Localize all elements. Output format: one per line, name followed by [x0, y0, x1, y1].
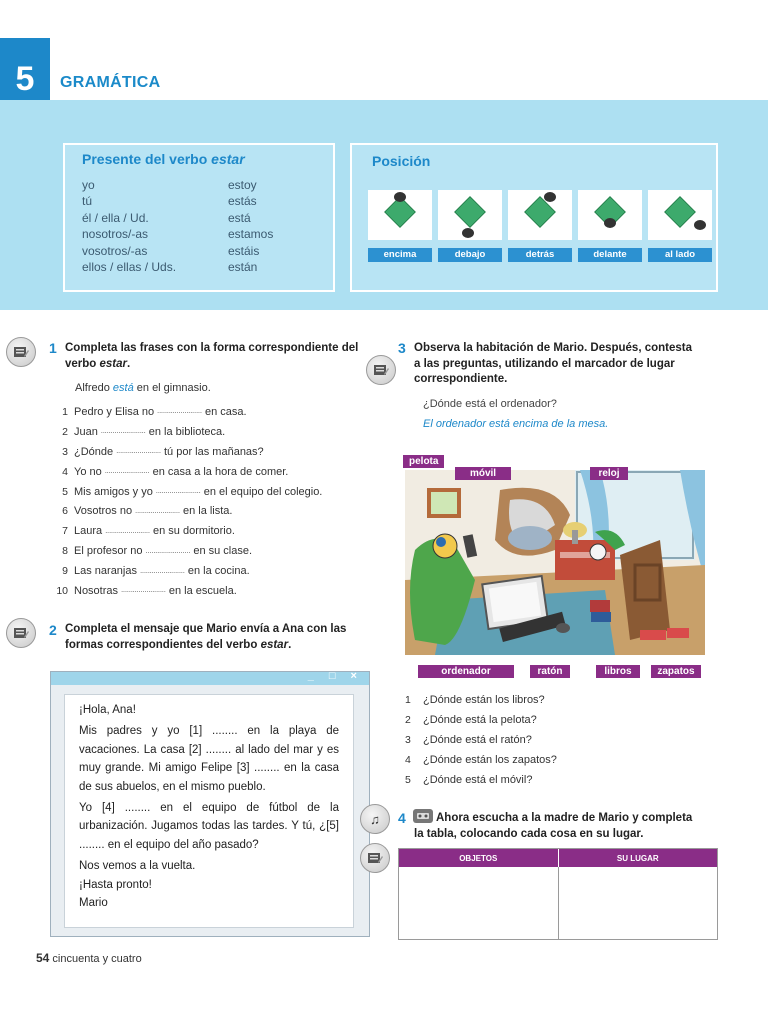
- question-text: ¿Dónde están los libros?: [423, 694, 545, 706]
- sentence-item: [52, 581, 322, 601]
- question-item: [405, 710, 557, 730]
- sentence-start: Juan: [74, 425, 98, 438]
- sentence-item: [52, 521, 322, 541]
- section-title: GRAMÁTICA: [60, 74, 161, 91]
- conjugation-form: estás: [228, 194, 257, 209]
- page-footer: [36, 951, 142, 965]
- write-icon[interactable]: [6, 618, 36, 648]
- sentence-number: 9: [62, 565, 68, 578]
- sentence-item: [52, 442, 322, 462]
- question-text: ¿Dónde está el móvil?: [423, 774, 533, 786]
- tag-movil: móvil: [455, 467, 511, 480]
- exercise-2-number: 2: [49, 622, 57, 638]
- sentence-end: en la biblioteca.: [148, 425, 226, 438]
- exercise-1-instruction: Completa las frases con la forma correspondiente del verbo estar.: [65, 342, 359, 370]
- sentence-number: 2: [62, 425, 68, 438]
- conjugation-row: [82, 243, 288, 259]
- message-paragraph-1: Mis padres y yo [1] ........ en la playa de vacaciones. La casa [2] ........ al lado del mar y es muy grande. Mi amigo Felipe [3] ........ en la casa de sus abuelos, en el mismo pueblo.: [79, 725, 339, 793]
- write-icon[interactable]: [366, 355, 396, 385]
- position-item: [438, 190, 502, 262]
- sentence-number: 1: [62, 405, 68, 418]
- conjugation-form: está: [228, 210, 251, 225]
- answer-blank[interactable]: .......................: [155, 488, 201, 495]
- sentence-number: 3: [62, 445, 68, 458]
- position-item: [368, 190, 432, 262]
- exercise-3-questions: [405, 690, 557, 790]
- sentence-end: en su dormitorio.: [153, 525, 235, 538]
- sentence-number: 8: [62, 545, 68, 558]
- sentence-end: en la cocina.: [187, 565, 250, 578]
- question-item: [405, 690, 557, 710]
- conjugation-pronoun: ellos / ellas / Uds.: [82, 260, 177, 275]
- sentence-end: en casa.: [204, 405, 247, 418]
- sentence-start: Nosotras: [74, 584, 119, 597]
- position-item: [508, 190, 572, 262]
- objects-cell[interactable]: [399, 867, 559, 939]
- sentence-number: 6: [62, 505, 68, 518]
- exercise-2-instruction: Completa el mensaje que Mario envía a Ana con las formas correspondientes del verbo estar.: [65, 623, 347, 651]
- conjugation-form: estoy: [228, 178, 257, 192]
- sentence-item: [52, 561, 322, 581]
- question-text: ¿Dónde están los zapatos?: [423, 754, 557, 766]
- cube-spider-picture: [508, 190, 572, 240]
- unit-number: 5: [15, 60, 35, 98]
- objects-table: [398, 848, 718, 940]
- position-label: delante: [578, 248, 642, 262]
- cube-spider-picture: [578, 190, 642, 240]
- sentence-start: Pedro y Elisa no: [74, 405, 155, 418]
- question-item: [405, 750, 557, 770]
- question-number: 4: [405, 754, 411, 766]
- exercise-1-sentences: [52, 402, 322, 601]
- message-greeting: ¡Hola, Ana!: [79, 704, 136, 716]
- position-items: [368, 190, 712, 262]
- question-number: 3: [405, 734, 411, 746]
- write-icon[interactable]: [6, 337, 36, 367]
- sentence-number: 10: [56, 584, 68, 597]
- sentence-end: en casa a la hora de comer.: [152, 465, 289, 478]
- tag-reloj: reloj: [590, 467, 628, 480]
- position-label: al lado: [648, 248, 712, 262]
- sentence-start: Las naranjas: [74, 565, 137, 578]
- conjugation-form: están: [228, 260, 258, 275]
- answer-blank[interactable]: .......................: [135, 507, 180, 515]
- exercise-4-number: 4: [398, 810, 406, 826]
- sentence-item: [52, 402, 322, 422]
- write-icon[interactable]: [360, 843, 390, 873]
- conjugation-pronoun: yo: [82, 178, 95, 192]
- sentence-item: [52, 501, 322, 521]
- column-objetos: OBJETOS: [399, 849, 559, 867]
- position-label: debajo: [438, 248, 502, 262]
- tag-pelota: pelota: [403, 455, 444, 468]
- conjugation-row: [82, 259, 288, 275]
- audio-icon[interactable]: ♫: [360, 804, 390, 834]
- conjugation-pronoun: él / ella / Ud.: [82, 210, 149, 225]
- position-item: [648, 190, 712, 262]
- conjugation-form: estamos: [228, 227, 274, 242]
- conjugation-row: [82, 210, 288, 226]
- answer-blank[interactable]: .......................: [116, 448, 161, 456]
- conjugation-pronoun: nosotros/-as: [82, 227, 149, 242]
- position-box-title: Posición: [372, 153, 431, 169]
- message-signature: Mario: [79, 897, 108, 910]
- page-number-words: cincuenta y cuatro: [52, 953, 142, 965]
- answer-blank[interactable]: .......................: [145, 547, 191, 555]
- sentence-start: El profesor no: [74, 545, 143, 558]
- column-su-lugar: SU LUGAR: [616, 853, 659, 863]
- message-body: [64, 694, 354, 928]
- sentence-start: Yo no: [74, 465, 102, 478]
- exercise-4-instruction: Ahora escucha a la madre de Mario y completa la tabla, colocando cada cosa en su lugar.: [414, 812, 693, 840]
- page-number: 54: [36, 951, 50, 965]
- tag-ordenador: ordenador: [418, 665, 514, 678]
- exercise-3-number: 3: [398, 340, 406, 356]
- message-window: [50, 671, 370, 937]
- question-text: ¿Dónde está la pelota?: [423, 714, 537, 726]
- tag-libros: libros: [596, 665, 640, 678]
- sentence-number: 4: [62, 465, 68, 478]
- exercise-1-number: 1: [49, 340, 57, 356]
- exercise-4-instruction-line-2: la tabla, colocando cada cosa en su lugar.: [414, 827, 644, 840]
- sentence-start: Vosotros no: [74, 505, 133, 518]
- room-illustration: [405, 470, 705, 655]
- conjugation-row: [82, 226, 288, 242]
- sentence-start: ¿Dónde: [74, 445, 114, 458]
- exercise-3-example-question: ¿Dónde está el ordenador?: [423, 398, 557, 410]
- sentence-number: 7: [62, 525, 68, 538]
- sentence-end: en su clase.: [193, 545, 253, 558]
- question-text: ¿Dónde está el ratón?: [423, 734, 532, 746]
- exercise-3-instruction: Observa la habitación de Mario. Después, contesta a las preguntas, utilizando el marcador de lugar correspondiente.: [414, 342, 693, 385]
- tag-raton: ratón: [530, 665, 570, 678]
- sentence-item: [52, 422, 322, 442]
- cube-spider-picture: [368, 190, 432, 240]
- sentence-start: Mis amigos y yo: [74, 485, 153, 498]
- question-number: 5: [405, 774, 411, 786]
- sentence-number: 5: [62, 485, 68, 498]
- question-number: 2: [405, 714, 411, 726]
- sentence-start: Laura: [74, 525, 103, 538]
- question-item: [405, 730, 557, 750]
- table-body: [399, 867, 717, 939]
- conjugation-pronoun: tú: [82, 194, 93, 209]
- sentence-end: tú por las mañanas?: [164, 445, 264, 458]
- estar-box-title: Presente del verbo estar: [82, 151, 245, 167]
- conjugation-row: [82, 177, 288, 193]
- sentence-end: en la escuela.: [168, 584, 237, 597]
- position-label: detrás: [508, 248, 572, 262]
- audio-track-icon: [413, 809, 433, 823]
- window-controls[interactable]: _ □ ×: [307, 670, 363, 682]
- sentence-end: en la lista.: [182, 505, 233, 518]
- message-paragraph-2: Yo [4] ........ en el equipo de fútbol de la urbanización. Jugamos todas las tardes. Y tú, ¿[5] ........ en el equipo del año pasado?: [79, 802, 339, 851]
- answer-blank[interactable]: .......................: [104, 468, 150, 476]
- tag-zapatos: zapatos: [651, 665, 701, 678]
- window-title-bar: [51, 672, 369, 685]
- table-header: [399, 849, 717, 867]
- question-number: 1: [405, 694, 411, 706]
- conjugation-pronoun: vosotros/-as: [82, 243, 148, 258]
- conjugation-row: [82, 193, 288, 209]
- answer-blank[interactable]: .......................: [105, 527, 150, 535]
- answer-blank[interactable]: .......................: [100, 428, 146, 436]
- message-closing-2: ¡Hasta pronto!: [79, 878, 152, 891]
- sentence-item: [52, 462, 322, 482]
- sentence-item: [52, 541, 322, 561]
- conjugation-table: [82, 177, 288, 275]
- answer-blank[interactable]: .......................: [140, 567, 185, 575]
- cube-spider-picture: [648, 190, 712, 240]
- exercise-1-example: Alfredo está en el gimnasio.: [75, 382, 211, 394]
- cube-spider-picture: [438, 190, 502, 240]
- answer-blank[interactable]: .......................: [157, 408, 202, 416]
- sentence-item: [52, 482, 322, 502]
- place-cell[interactable]: [559, 867, 718, 939]
- answer-blank[interactable]: .......................: [121, 587, 166, 595]
- sentence-end: en el equipo del colegio.: [203, 485, 323, 498]
- question-item: [405, 770, 557, 790]
- conjugation-form: estáis: [228, 243, 260, 258]
- position-item: [578, 190, 642, 262]
- message-closing-1: Nos vemos a la vuelta.: [79, 860, 196, 873]
- position-label: encima: [368, 248, 432, 262]
- exercise-3-example-answer: El ordenador está encima de la mesa.: [423, 418, 609, 430]
